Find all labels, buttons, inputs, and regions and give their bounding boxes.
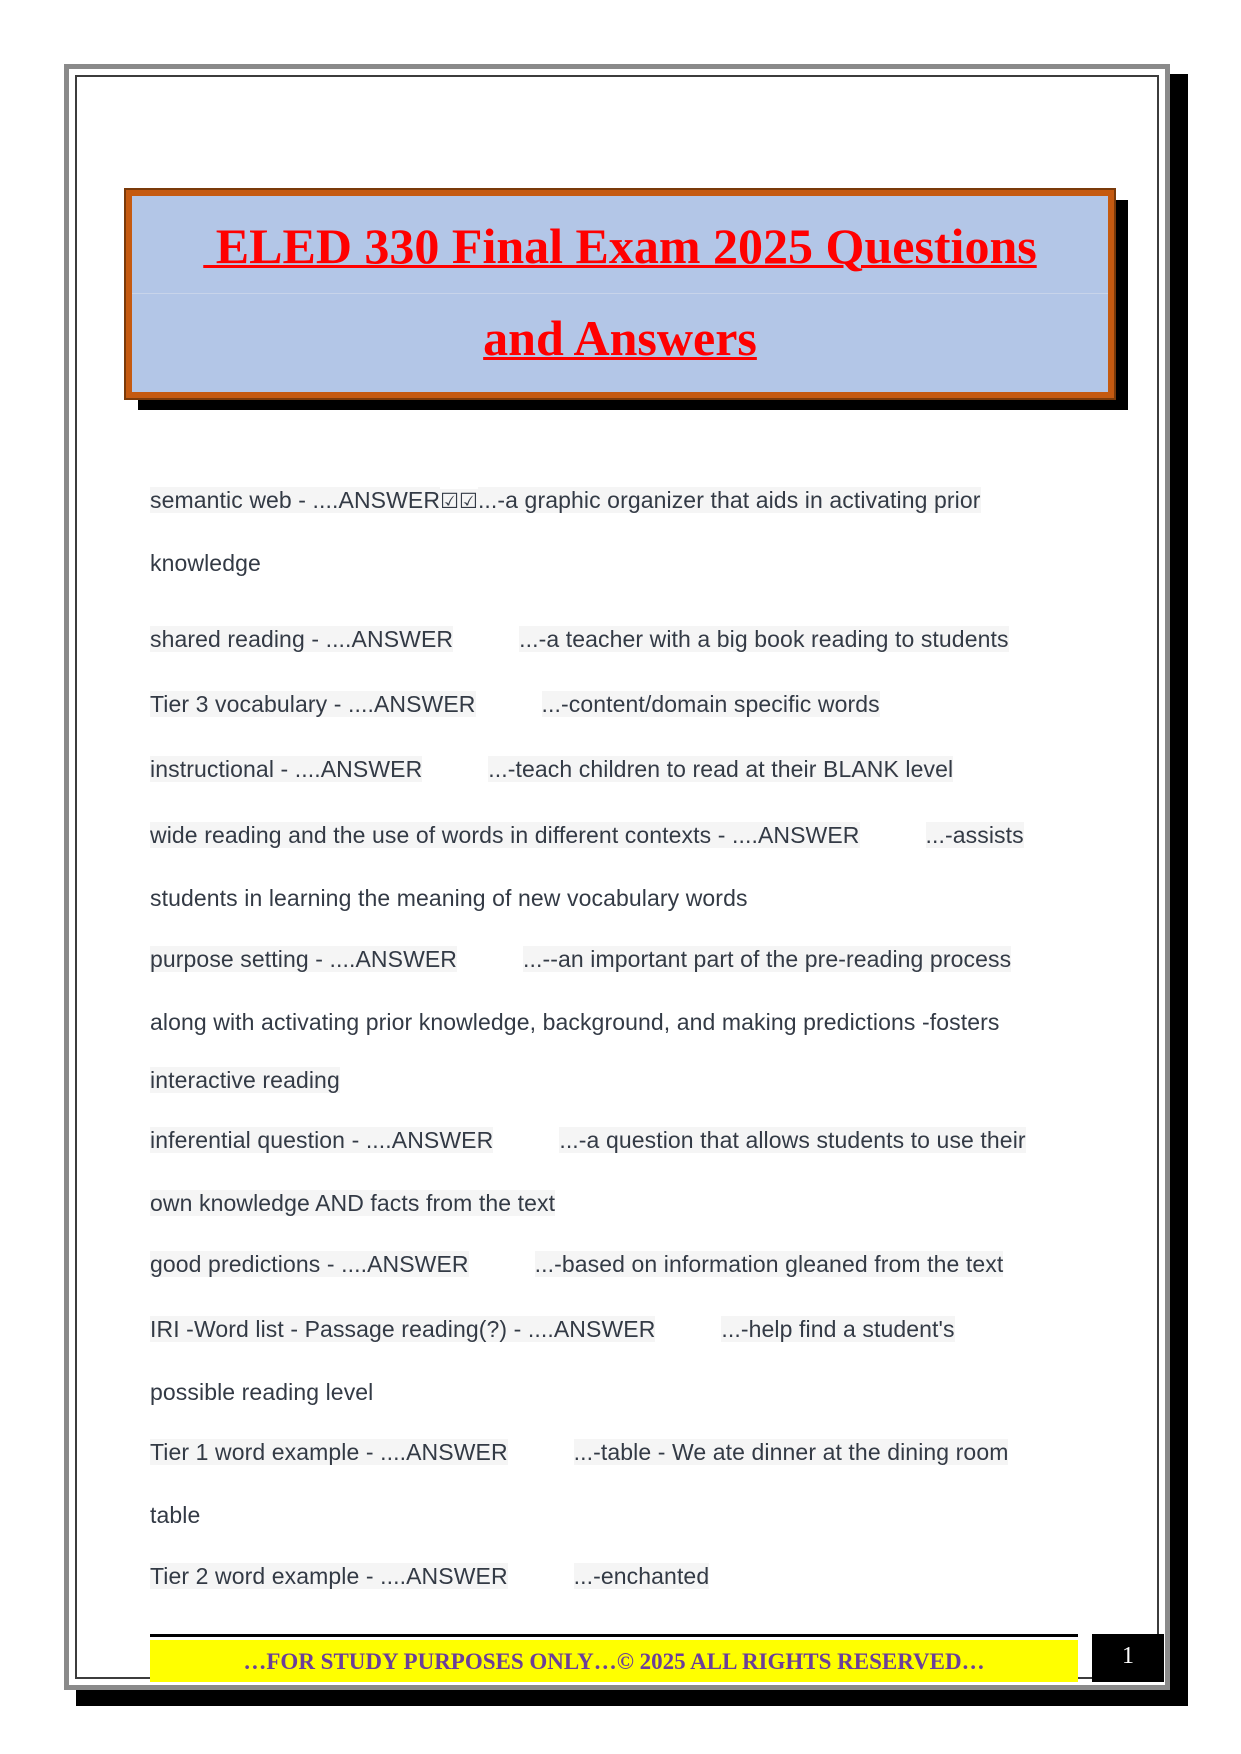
qa-answer: ...-enchanted xyxy=(573,1563,710,1589)
qa-term: instructional - ....ANSWER xyxy=(150,756,423,782)
title-banner xyxy=(126,190,1114,398)
qa-answer: ...-based on information gleaned from the text xyxy=(534,1251,1004,1277)
page-number: 1 xyxy=(1092,1634,1164,1682)
qa-item-tier2-word xyxy=(150,1558,709,1594)
page-title xyxy=(132,200,1108,384)
qa-answer: ...-content/domain specific words xyxy=(541,691,880,717)
footer-rule xyxy=(150,1634,1078,1637)
qa-answer: ...-help find a student's xyxy=(721,1316,955,1342)
check-icons: ☑☑ xyxy=(440,489,478,513)
qa-answer-cont: interactive reading xyxy=(150,1067,340,1093)
qa-term: shared reading - ....ANSWER xyxy=(150,626,454,652)
qa-item-semantic-web xyxy=(150,482,981,519)
qa-answer-cont: own knowledge AND facts from the text xyxy=(150,1190,556,1216)
qa-answer-cont: possible reading level xyxy=(150,1379,374,1405)
qa-item-tier3-vocabulary xyxy=(150,686,880,722)
qa-answer: ...-assists xyxy=(925,822,1024,848)
qa-item-purpose-setting xyxy=(150,941,1011,977)
qa-item-inferential-question xyxy=(150,1122,1026,1158)
footer-notice: …FOR STUDY PURPOSES ONLY…© 2025 ALL RIGHTS RESERVED… xyxy=(150,1640,1078,1682)
qa-term: Tier 2 word example - ....ANSWER xyxy=(150,1563,508,1589)
qa-answer: ...-table - We ate dinner at the dining room xyxy=(573,1439,1009,1465)
qa-answer: ...-a question that allows students to use their xyxy=(559,1127,1026,1153)
qa-answer-cont: students in learning the meaning of new vocabulary words xyxy=(150,885,748,911)
qa-term: good predictions - ....ANSWER xyxy=(150,1251,469,1277)
title-line-1: ELED 330 Final Exam 2025 Questions xyxy=(203,218,1037,274)
qa-continuation xyxy=(150,880,748,916)
title-divider xyxy=(132,293,1108,294)
qa-answer: ...-teach children to read at their BLANK level xyxy=(488,756,954,782)
title-line-2: and Answers xyxy=(483,310,757,366)
qa-term: IRI -Word list - Passage reading(?) - ....ANSWER xyxy=(150,1316,656,1342)
qa-continuation xyxy=(150,1185,555,1221)
qa-item-instructional xyxy=(150,751,953,787)
qa-item-iri-word-list xyxy=(150,1311,955,1347)
qa-term: purpose setting - ....ANSWER xyxy=(150,946,458,972)
qa-item-tier1-word xyxy=(150,1434,1008,1470)
qa-answer: ...--an important part of the pre-reading process xyxy=(523,946,1012,972)
qa-term: Tier 3 vocabulary - ....ANSWER xyxy=(150,691,476,717)
qa-term: semantic web - ....ANSWER xyxy=(150,487,441,513)
qa-continuation xyxy=(150,1374,373,1410)
qa-continuation xyxy=(150,545,261,581)
qa-item-shared-reading xyxy=(150,621,1009,657)
qa-item-good-predictions xyxy=(150,1246,1003,1282)
qa-answer: ...-a teacher with a big book reading to students xyxy=(519,626,1009,652)
qa-item-wide-reading xyxy=(150,817,1024,853)
qa-term: wide reading and the use of words in different contexts - ....ANSWER xyxy=(150,822,860,848)
qa-continuation xyxy=(150,1004,999,1040)
qa-answer: ...-a graphic organizer that aids in activating prior xyxy=(477,487,981,513)
qa-answer-cont: table xyxy=(150,1502,201,1528)
qa-term: Tier 1 word example - ....ANSWER xyxy=(150,1439,508,1465)
qa-continuation xyxy=(150,1497,200,1533)
qa-term: inferential question - ....ANSWER xyxy=(150,1127,494,1153)
qa-continuation xyxy=(150,1062,340,1098)
qa-answer-cont: along with activating prior knowledge, background, and making predictions -fosters xyxy=(150,1009,1000,1035)
qa-answer-cont: knowledge xyxy=(150,550,261,576)
